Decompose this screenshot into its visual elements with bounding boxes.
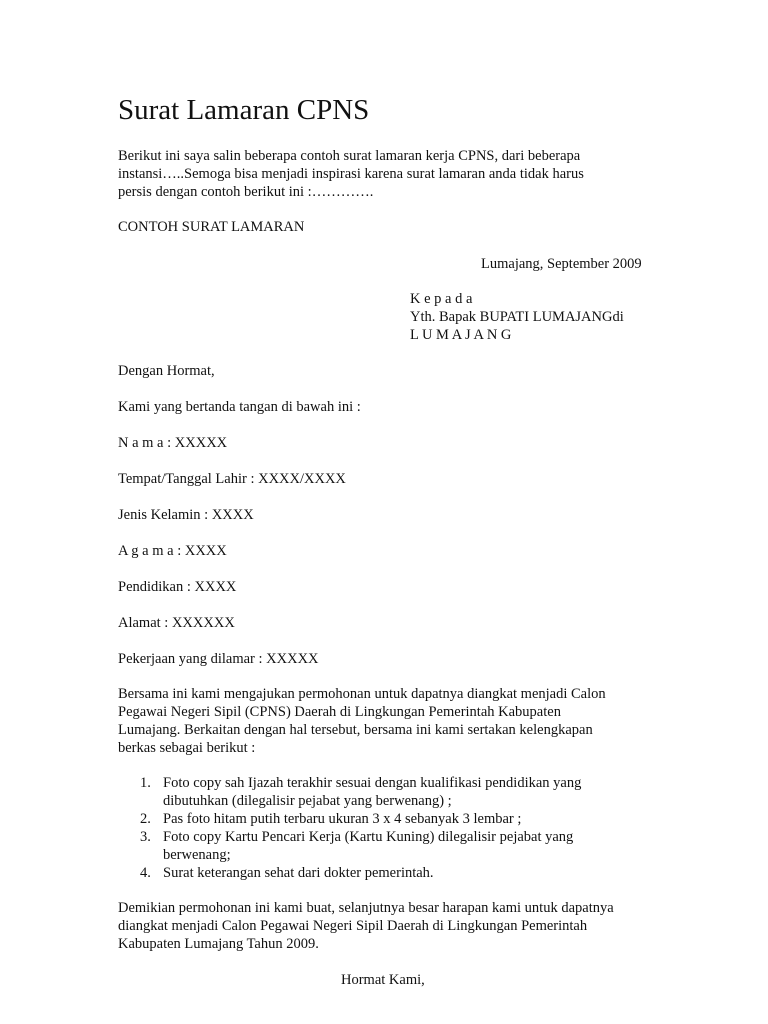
body-paragraph bbox=[118, 685, 606, 757]
list-item-number: 2. bbox=[140, 811, 151, 827]
recipient-line-3: L U M A J A N G bbox=[410, 327, 512, 343]
intro-line: Berikut ini saya salin beberapa contoh surat lamaran kerja CPNS, dari beberapa bbox=[118, 148, 581, 164]
list-item bbox=[118, 864, 581, 882]
opening-sentence: Kami yang bertanda tangan di bawah ini : bbox=[118, 399, 361, 415]
closing-line: diangkat menjadi Calon Pegawai Negeri Sipil Daerah di Lingkungan Pemerintah bbox=[118, 918, 588, 934]
list-item-text: Foto copy Kartu Pencari Kerja (Kartu Kuning) dilegalisir pejabat yang bbox=[163, 829, 574, 845]
list-item bbox=[118, 774, 581, 810]
document-title: Surat Lamaran CPNS bbox=[118, 94, 370, 126]
intro-paragraph bbox=[118, 147, 584, 201]
list-item-text: Foto copy sah Ijazah terakhir sesuai dengan kualifikasi pendidikan yang bbox=[163, 775, 582, 791]
recipient-line-2: Yth. Bapak BUPATI LUMAJANGdi bbox=[410, 309, 624, 325]
list-item bbox=[118, 828, 581, 864]
field-agama: A g a m a : XXXX bbox=[118, 543, 227, 559]
body-line: Pegawai Negeri Sipil (CPNS) Daerah di Lingkungan Pemerintah Kabupaten bbox=[118, 704, 561, 720]
intro-line: persis dengan contoh berikut ini :…………. bbox=[118, 184, 374, 200]
list-item bbox=[118, 810, 581, 828]
list-item-number: 3. bbox=[140, 829, 151, 845]
field-pekerjaan: Pekerjaan yang dilamar : XXXXX bbox=[118, 651, 319, 667]
recipient-line-1: K e p a d a bbox=[410, 291, 473, 307]
list-item-text: Surat keterangan sehat dari dokter pemerintah. bbox=[163, 865, 434, 881]
attachment-list bbox=[118, 774, 581, 882]
body-line: berkas sebagai berikut : bbox=[118, 740, 256, 756]
list-item-text: berwenang; bbox=[163, 847, 231, 863]
field-alamat: Alamat : XXXXXX bbox=[118, 615, 235, 631]
body-line: Lumajang. Berkaitan dengan hal tersebut, bersama ini kami sertakan kelengkapan bbox=[118, 722, 593, 738]
field-tempat-tanggal-lahir: Tempat/Tanggal Lahir : XXXX/XXXX bbox=[118, 471, 346, 487]
signoff: Hormat Kami, bbox=[341, 972, 425, 988]
closing-line: Kabupaten Lumajang Tahun 2009. bbox=[118, 936, 319, 952]
place-date: Lumajang, September 2009 bbox=[481, 256, 642, 272]
field-pendidikan: Pendidikan : XXXX bbox=[118, 579, 237, 595]
closing-line: Demikian permohonan ini kami buat, selanjutnya besar harapan kami untuk dapatnya bbox=[118, 900, 614, 916]
intro-line: instansi…..Semoga bisa menjadi inspirasi karena surat lamaran anda tidak harus bbox=[118, 166, 584, 182]
list-item-text: Pas foto hitam putih terbaru ukuran 3 x 4 sebanyak 3 lembar ; bbox=[163, 811, 522, 827]
field-nama: N a m a : XXXXX bbox=[118, 435, 228, 451]
list-item-number: 1. bbox=[140, 775, 151, 791]
body-line: Bersama ini kami mengajukan permohonan untuk dapatnya diangkat menjadi Calon bbox=[118, 686, 606, 702]
list-item-number: 4. bbox=[140, 865, 151, 881]
salutation: Dengan Hormat, bbox=[118, 363, 215, 379]
section-heading: CONTOH SURAT LAMARAN bbox=[118, 219, 305, 235]
closing-paragraph bbox=[118, 899, 614, 953]
field-jenis-kelamin: Jenis Kelamin : XXXX bbox=[118, 507, 254, 523]
list-item-text: dibutuhkan (dilegalisir pejabat yang berwenang) ; bbox=[163, 793, 452, 809]
